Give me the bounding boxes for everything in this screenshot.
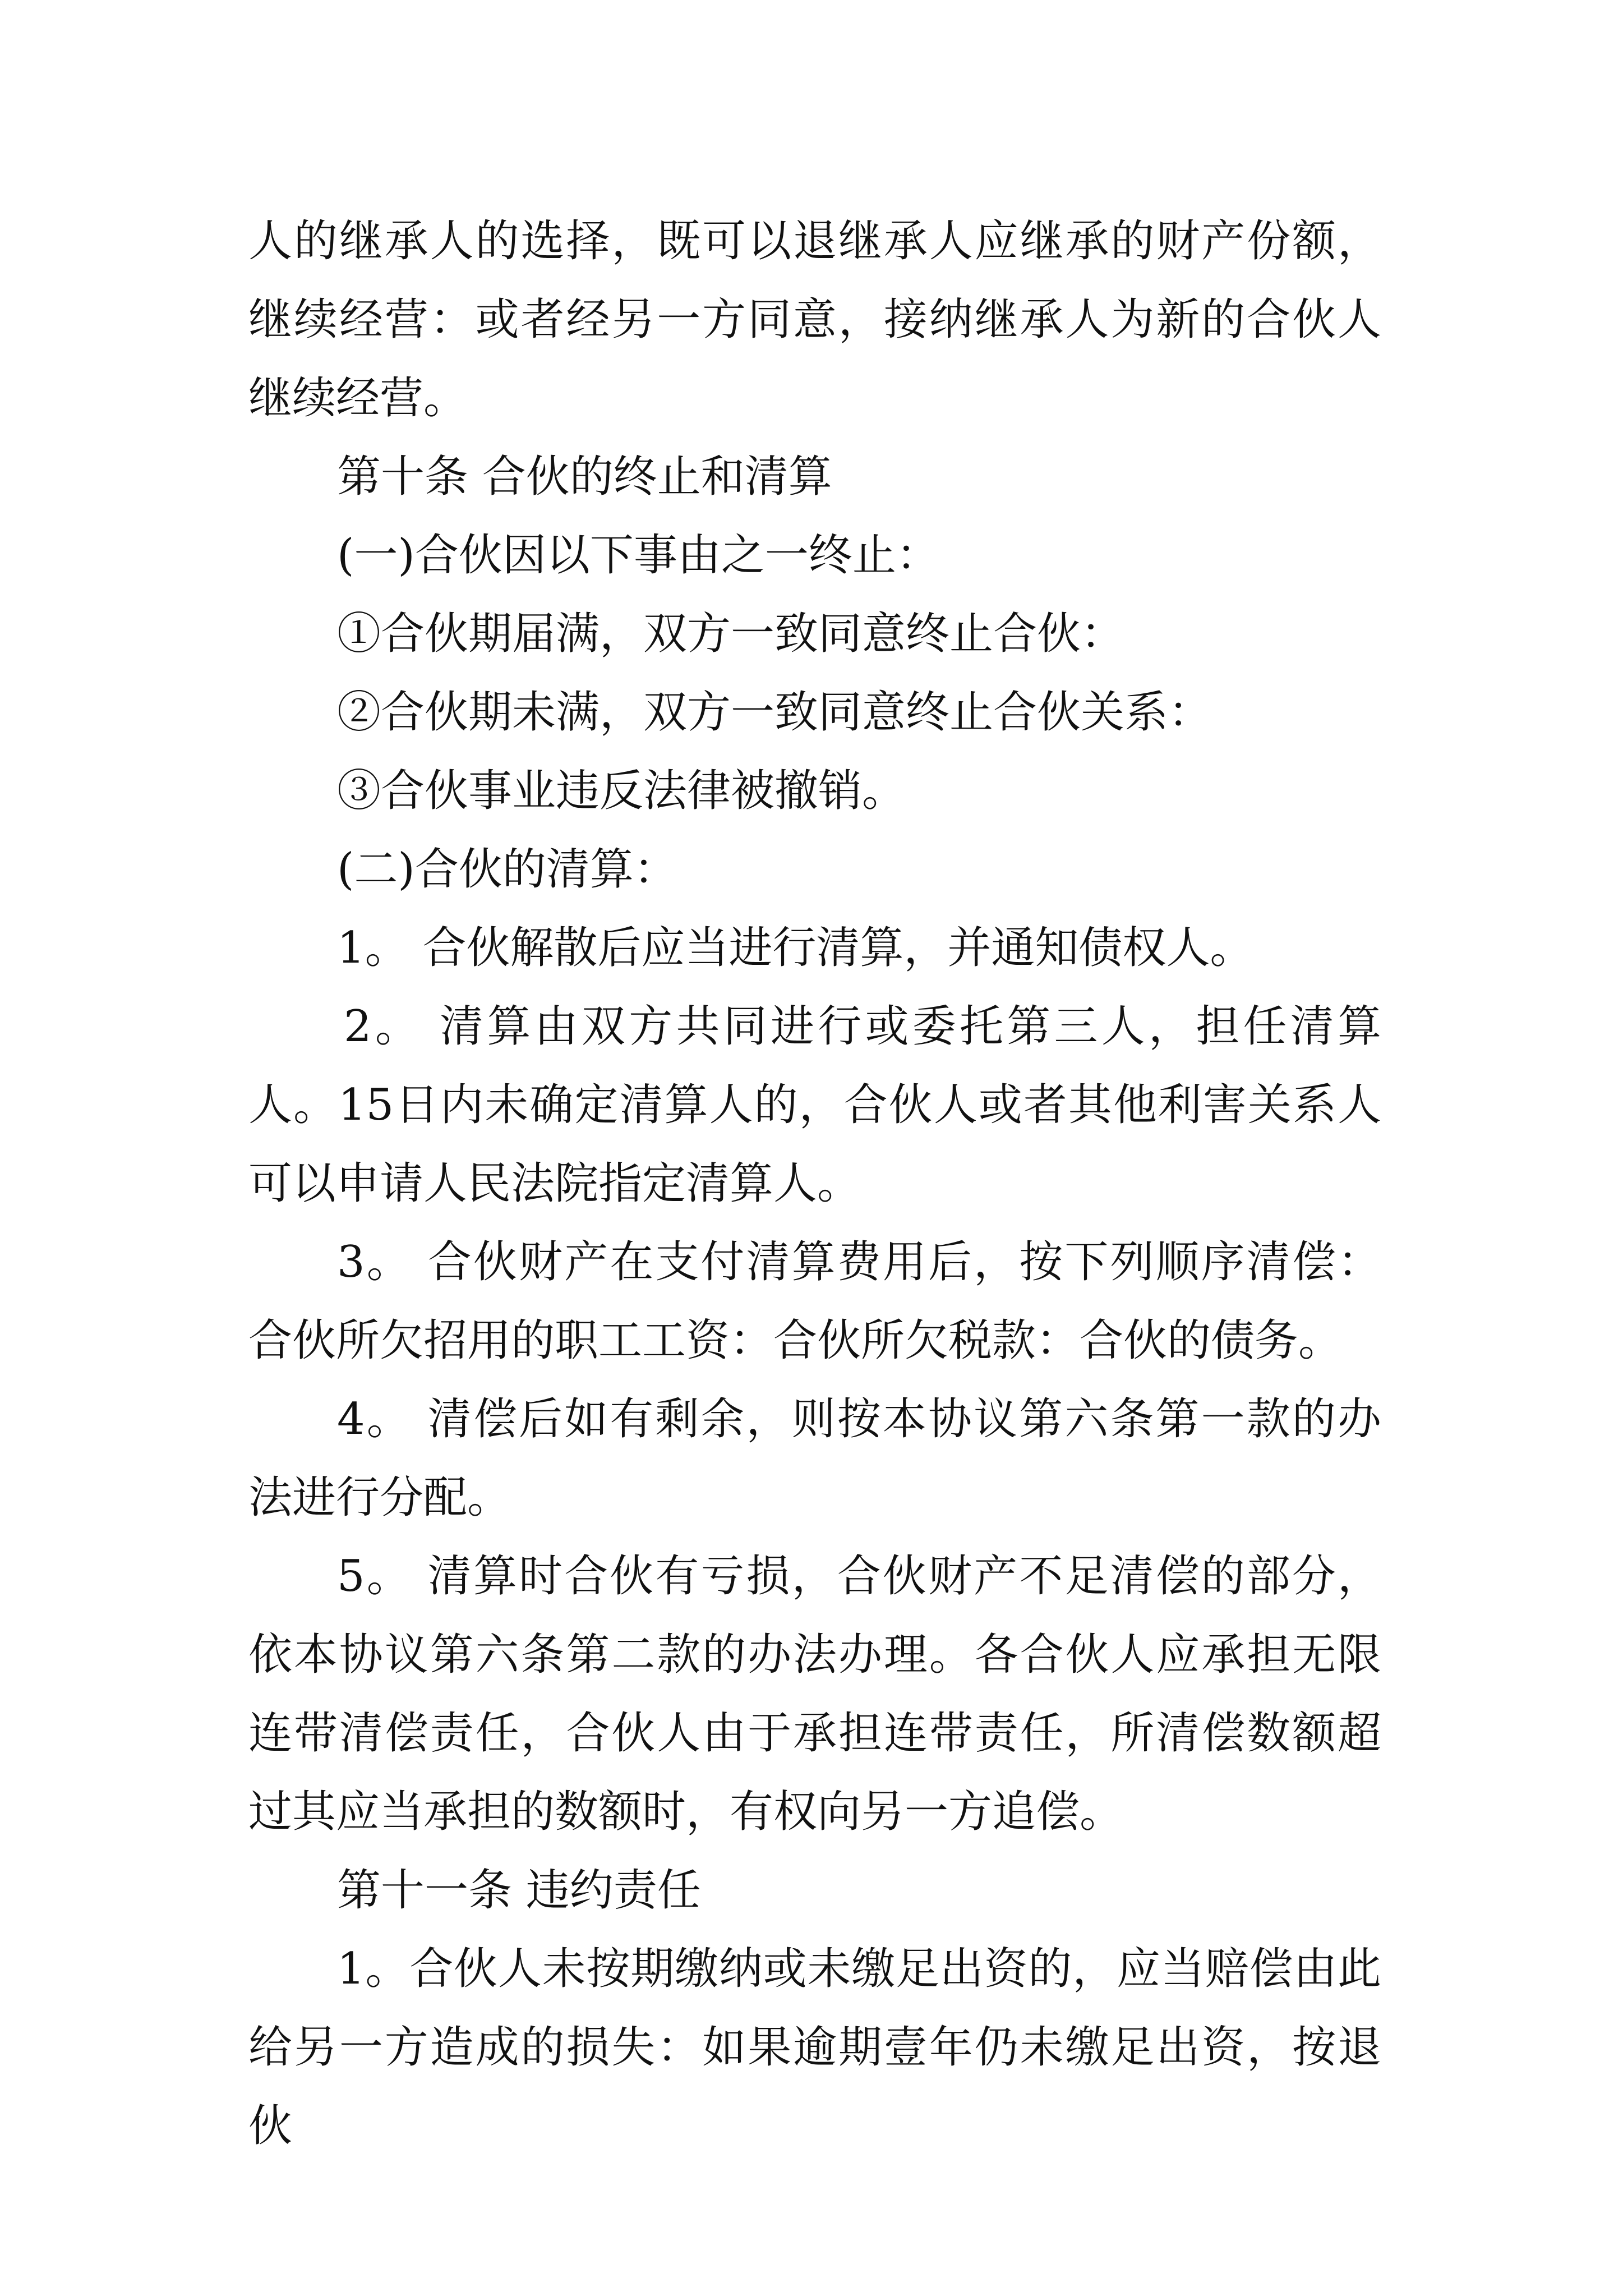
section-heading-article-11: 第十一条 违约责任 xyxy=(337,1865,701,1916)
subsection-liquidation: (二)合伙的清算： xyxy=(337,844,677,895)
subsection-termination: (一)合伙因以下事由之一终止： xyxy=(337,530,940,581)
paragraph-continuation: 人的继承人的选择，既可以退继承人应继承的财产份额，继续经营：或者经另一方同意，接纳继承人为新的合伙人继续经营。 xyxy=(248,216,1381,424)
list-item-liquidation-3: 3。 合伙财产在支付清算费用后，按下列顺序清偿：合伙所欠招用的职工工资：合伙所欠税款：合伙的债务。 xyxy=(248,1237,1381,1366)
list-item-breach-1: 1。合伙人未按期缴纳或未缴足出资的，应当赔偿由此给另一方造成的损失：如果逾期壹年仍未缴足出资，按退伙 xyxy=(248,1944,1381,2151)
document-body xyxy=(248,202,1381,2165)
list-item-termination-1: ①合伙期届满，双方一致同意终止合伙： xyxy=(337,609,1125,659)
list-item-liquidation-2: 2。 清算由双方共同进行或委托第三人，担任清算人。15日内未确定清算人的，合伙人或者其他利害关系人可以申请人民法院指定清算人。 xyxy=(248,1001,1381,1209)
section-heading-article-10: 第十条 合伙的终止和清算 xyxy=(337,452,832,502)
list-item-liquidation-1: 1。 合伙解散后应当进行清算，并通知债权人。 xyxy=(337,923,1254,973)
list-item-termination-2: ②合伙期未满，双方一致同意终止合伙关系： xyxy=(337,687,1212,738)
list-item-liquidation-4: 4。 清偿后如有剩余，则按本协议第六条第一款的办法进行分配。 xyxy=(248,1394,1381,1523)
list-item-liquidation-5: 5。 清算时合伙有亏损，合伙财产不足清偿的部分，依本协议第六条第二款的办法办理。各合伙人应承担无限连带清偿责任，合伙人由于承担连带责任，所清偿数额超过其应当承担的数额时，有权向另一方追偿。 xyxy=(248,1551,1381,1837)
list-item-termination-3: ③合伙事业违反法律被撤销。 xyxy=(337,766,906,816)
